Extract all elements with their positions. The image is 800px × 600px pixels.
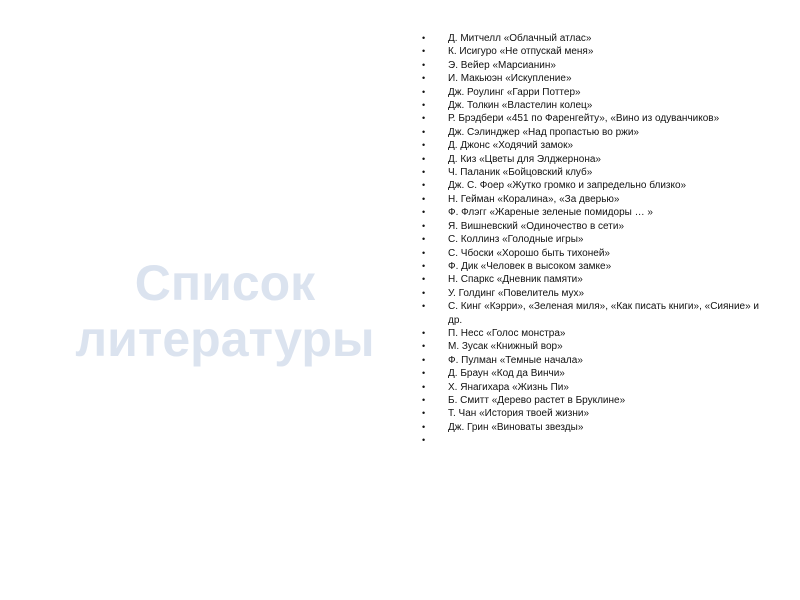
list-item xyxy=(420,72,760,85)
list-item xyxy=(420,193,760,206)
list-item xyxy=(420,99,760,112)
list-item xyxy=(420,340,760,353)
bullet-icon: • xyxy=(422,180,426,191)
bullet-icon: • xyxy=(422,381,426,392)
list-item xyxy=(420,354,760,367)
book-entry: Н. Гейман «Коралина», «За дверью» xyxy=(448,193,620,205)
list-item xyxy=(420,287,760,300)
book-entry: Ф. Дик «Человек в высоком замке» xyxy=(448,260,612,272)
book-entry: Э. Вейер «Марсианин» xyxy=(448,59,556,71)
book-entry: С. Коллинз «Голодные игры» xyxy=(448,234,584,246)
list-item xyxy=(420,394,760,407)
book-entry: Я. Вишневский «Одиночество в сети» xyxy=(448,220,625,232)
list-item xyxy=(420,59,760,72)
list-item xyxy=(420,220,760,233)
list-item xyxy=(420,260,760,273)
bullet-icon: • xyxy=(422,46,426,57)
bullet-icon: • xyxy=(422,167,426,178)
bullet-icon: • xyxy=(422,113,426,124)
list-item xyxy=(420,233,760,246)
bullet-icon: • xyxy=(422,247,426,258)
list-item xyxy=(420,327,760,340)
book-entry: Д. Браун «Код да Винчи» xyxy=(448,368,565,380)
list-item xyxy=(420,45,760,58)
bullet-icon: • xyxy=(422,327,426,338)
bullet-icon: • xyxy=(422,287,426,298)
book-entry: Д. Митчелл «Облачный атлас» xyxy=(448,33,592,44)
book-entry: Ф. Пулман «Темные начала» xyxy=(448,354,583,366)
book-entry: Х. Янагихара «Жизнь Пи» xyxy=(448,381,569,393)
list-item xyxy=(420,139,760,152)
list-item xyxy=(420,32,760,45)
bullet-icon: • xyxy=(422,207,426,218)
bullet-icon: • xyxy=(422,126,426,137)
book-entry: И. Макьюэн «Искупление» xyxy=(448,73,572,85)
list-item xyxy=(420,206,760,219)
slide-title: Список литературы xyxy=(75,255,375,367)
bullet-icon: • xyxy=(422,408,426,419)
list-item xyxy=(420,407,760,420)
book-entry: Ч. Паланик «Бойцовский клуб» xyxy=(448,167,593,179)
bullet-icon: • xyxy=(422,274,426,285)
book-entry: С. Чбоски «Хорошо быть тихоней» xyxy=(448,247,610,259)
bullet-icon: • xyxy=(422,341,426,352)
book-entry: К. Исигуро «Не отпускай меня» xyxy=(448,46,594,58)
book-entry: Н. Спаркс «Дневник памяти» xyxy=(448,274,583,286)
bullet-icon: • xyxy=(422,193,426,204)
book-entry: Д. Киз «Цветы для Элджернона» xyxy=(448,153,601,165)
list-item xyxy=(420,179,760,192)
bullet-icon: • xyxy=(422,234,426,245)
bullet-icon: • xyxy=(422,421,426,432)
bullet-icon: • xyxy=(422,140,426,151)
bullet-icon: • xyxy=(422,86,426,97)
book-entry: П. Несс «Голос монстра» xyxy=(448,327,566,339)
list-item xyxy=(420,86,760,99)
list-item xyxy=(420,421,760,434)
book-entry: Дж. Сэлинджер «Над пропастью во ржи» xyxy=(448,126,639,138)
book-list xyxy=(420,32,760,446)
bullet-icon: • xyxy=(422,59,426,70)
list-item xyxy=(420,126,760,139)
list-item xyxy=(420,247,760,260)
bullet-icon: • xyxy=(422,368,426,379)
book-entry: Р. Брэдбери «451 по Фаренгейту», «Вино из одуванчиков» xyxy=(448,113,720,125)
book-entry: У. Голдинг «Повелитель мух» xyxy=(448,287,585,299)
book-entry: Дж. С. Фоер «Жутко громко и запредельно близко» xyxy=(448,180,687,192)
bullet-icon: • xyxy=(422,220,426,231)
book-entry: Д. Джонс «Ходячий замок» xyxy=(448,140,574,152)
list-item xyxy=(420,112,760,125)
book-entry: Т. Чан «История твоей жизни» xyxy=(448,408,590,420)
bullet-icon: • xyxy=(422,260,426,271)
book-entry: С. Кинг «Кэрри», «Зеленая миля», «Как писать книги», «Сияние» и др. xyxy=(448,301,760,326)
book-entry: Дж. Роулинг «Гарри Поттер» xyxy=(448,86,581,98)
bullet-icon: • xyxy=(422,435,426,446)
bullet-icon: • xyxy=(422,73,426,84)
bullet-icon: • xyxy=(422,301,426,312)
book-entry: Ф. Флэгг «Жареные зеленые помидоры … » xyxy=(448,207,653,219)
list-item xyxy=(420,166,760,179)
bullet-icon: • xyxy=(422,354,426,365)
bullet-icon: • xyxy=(422,100,426,111)
bullet-icon: • xyxy=(422,153,426,164)
list-item xyxy=(420,273,760,286)
list-item xyxy=(420,300,760,327)
list-item xyxy=(420,367,760,380)
list-item xyxy=(420,381,760,394)
book-entry: Б. Смитт «Дерево растет в Бруклине» xyxy=(448,394,626,406)
list-item xyxy=(420,153,760,166)
bullet-icon: • xyxy=(422,33,426,43)
book-entry: Дж. Толкин «Властелин колец» xyxy=(448,100,593,112)
bullet-icon: • xyxy=(422,394,426,405)
book-entry: Дж. Грин «Виноваты звезды» xyxy=(448,421,584,433)
book-entry: М. Зусак «Книжный вор» xyxy=(448,341,563,353)
